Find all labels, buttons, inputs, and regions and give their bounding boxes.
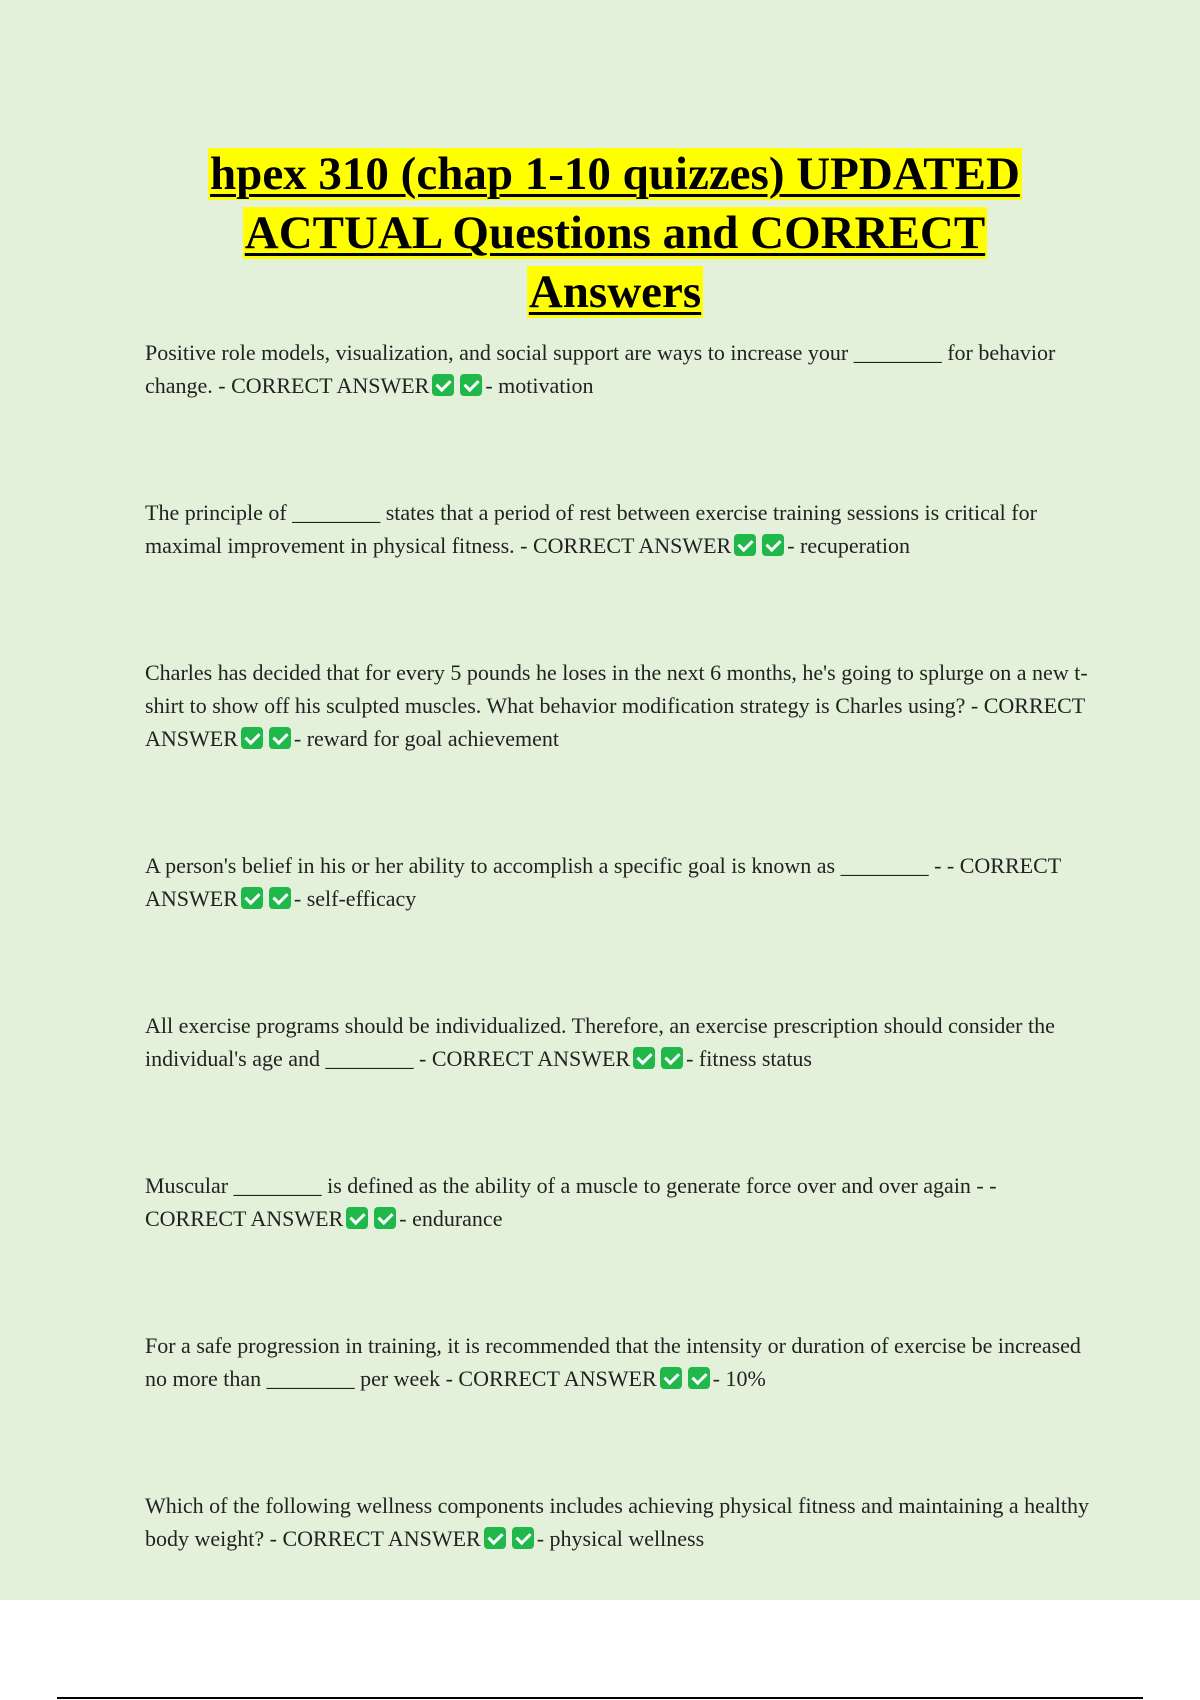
question-text: A person's belief in his or her ability to accomplish a specific goal is known as ________ - (145, 853, 942, 878)
qa-item (145, 1009, 1095, 1075)
question-text: Which of the following wellness components includes achieving physical fitness and maintaining a healthy body weight? (145, 1493, 1089, 1551)
green-checkmark-icon (762, 534, 784, 556)
green-checkmark-icon (432, 374, 454, 396)
correct-answer-label: - CORRECT ANSWER (269, 1526, 481, 1551)
green-checkmark-icon (269, 727, 291, 749)
green-checkmark-icon (734, 534, 756, 556)
question-text: All exercise programs should be individualized. Therefore, an exercise prescription should consider the individual's age and ________ (145, 1013, 1055, 1071)
document-title (130, 145, 1100, 322)
green-checkmark-icon (241, 887, 263, 909)
qa-item (145, 1489, 1095, 1555)
answer-text: - endurance (399, 1206, 503, 1231)
green-checkmark-icon (660, 1367, 682, 1389)
green-checkmark-icon (346, 1207, 368, 1229)
qa-item (145, 1329, 1095, 1395)
question-text: Charles has decided that for every 5 pounds he loses in the next 6 months, he's going to splurge on a new t-shirt to show off his sculpted muscles. What behavior modification strategy is Charles using? (145, 660, 1088, 718)
qa-item (145, 336, 1095, 402)
question-text: Positive role models, visualization, and social support are ways to increase your ________ for behavior change. (145, 340, 1056, 398)
title-line: hpex 310 (chap 1-10 quizzes) UPDATED (210, 148, 1020, 200)
answer-text: - self-efficacy (293, 886, 417, 911)
question-text: Muscular ________ is defined as the ability of a muscle to generate force over and over again - (145, 1173, 984, 1198)
answer-text: - 10% (712, 1366, 766, 1391)
green-checkmark-icon (661, 1047, 683, 1069)
title-line: ACTUAL Questions and CORRECT (244, 207, 986, 259)
qa-item (145, 496, 1095, 562)
correct-answer-label: - CORRECT ANSWER (520, 533, 732, 558)
correct-answer-label: - CORRECT ANSWER (145, 693, 1085, 751)
correct-answer-label: - CORRECT ANSWER (419, 1046, 631, 1071)
answer-text: - fitness status (686, 1046, 812, 1071)
footer-divider (57, 1697, 1143, 1699)
qa-item (145, 849, 1095, 915)
question-text: For a safe progression in training, it is recommended that the intensity or duration of exercise be increased no more than ________ per week (145, 1333, 1081, 1391)
green-checkmark-icon (512, 1527, 534, 1549)
correct-answer-label: - CORRECT ANSWER (145, 1173, 997, 1231)
qa-item (145, 656, 1095, 755)
correct-answer-label: - CORRECT ANSWER (445, 1366, 657, 1391)
green-checkmark-icon (269, 887, 291, 909)
title-line: Answers (528, 266, 702, 318)
green-checkmark-icon (633, 1047, 655, 1069)
green-checkmark-icon (241, 727, 263, 749)
answer-text: - reward for goal achievement (293, 726, 559, 751)
qa-list (145, 336, 1095, 1649)
question-text: The principle of ________ states that a period of rest between exercise training sessions is critical for maximal improvement in physical fitness. (145, 500, 1037, 558)
answer-text: - recuperation (787, 533, 910, 558)
green-checkmark-icon (484, 1527, 506, 1549)
correct-answer-label: - CORRECT ANSWER (145, 853, 1061, 911)
qa-item (145, 1169, 1095, 1235)
green-checkmark-icon (460, 374, 482, 396)
answer-text: - physical wellness (536, 1526, 705, 1551)
correct-answer-label: - CORRECT ANSWER (218, 373, 430, 398)
green-checkmark-icon (688, 1367, 710, 1389)
answer-text: - motivation (485, 373, 594, 398)
green-checkmark-icon (374, 1207, 396, 1229)
